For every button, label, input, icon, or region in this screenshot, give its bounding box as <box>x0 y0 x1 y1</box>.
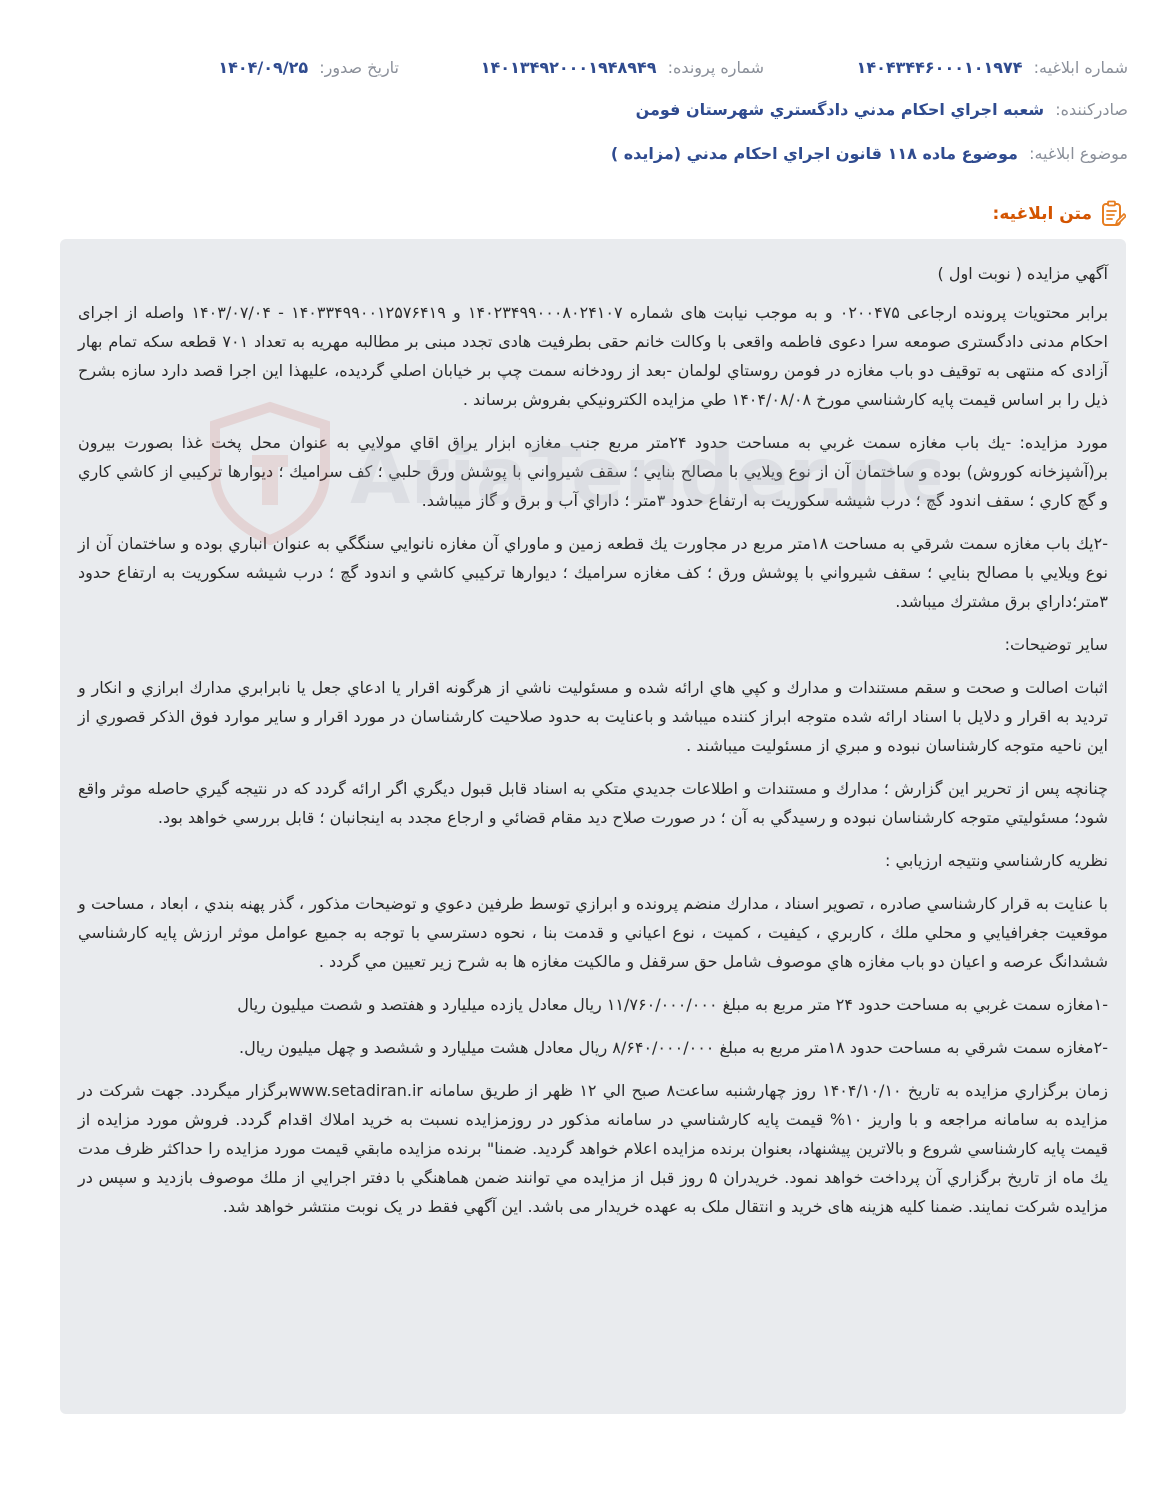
notice-paragraph: برابر محتويات پرونده ارجاعی ۰۲۰۰۴۷۵ و به موجب نيابت های شماره ۱۴۰۲۳۴۹۹۰۰۰۸۰۲۴۱۰۷ و ۱۴۰۳۳۴۹۹۰۰۱۲۵۷۶۴۱۹ - ۱۴۰۳/۰۷/۰۴ واصله از اجرای احکام مدنی دادگستری صومعه سرا دعوی فاطمه واقعی با وکالت خانم حقی بطرفیت هادی تجدد مبنی بر مطالبه مهریه به تعداد ۷۰۱ قطعه سکه تمام بهار آزادی که منتهی به توقیف دو باب مغازه در فومن روستاي لولمان -بعد از رودخانه سمت چپ بر خيابان اصلي گرديده، عليهذا اين اجرا قصد دارد سازه بشرح ذيل را بر اساس قيمت پايه كارشناسي مورخ ۱۴۰۴/۰۸/۰۸ طي مزايده الكترونيكي بفروش برساند . <box>78 303 1109 409</box>
notice-heading: آگهي مزايده ( نوبت اول ) <box>937 264 1108 283</box>
case-number-value: ۱۴۰۱۳۴۹۲۰۰۰۱۹۴۸۹۴۹ <box>480 58 657 77</box>
issue-date-label: تاریخ صدور: <box>319 58 399 77</box>
valuation-item: -۲مغازه سمت شرقي به مساحت حدود ۱۸متر مربع به مبلغ ۸/۶۴۰/۰۰۰/۰۰۰ ريال معادل هشت ميليارد و ششصد و چهل ميليون ريال. <box>239 1038 1108 1057</box>
notice-subheading: نظريه كارشناسي ونتيجه ارزيابي : <box>885 851 1108 870</box>
valuation-item: -۱مغازه سمت غربي به مساحت حدود ۲۴ متر مربع به مبلغ ۱۱/۷۶۰/۰۰۰/۰۰۰ ريال معادل يازده ميليارد و هفتصد و شصت ميليون ريال <box>237 995 1108 1014</box>
issue-date <box>218 58 399 77</box>
issue-date-value: ۱۴۰۴/۰۹/۲۵ <box>218 58 309 77</box>
notice-paragraph: زمان برگزاري مزايده به تاريخ ۱۴۰۴/۱۰/۱۰ روز چهارشنبه ساعت۸ صبح الي ۱۲ ظهر از طريق سامانه www.setadiran.irبرگزار ميگردد. جهت شركت در مزايده به سامانه مراجعه و با واريز ۱۰% قيمت پايه كارشناسي در سامانه مذكور در روزمزايده نسبت به خريد املاك اقدام گردد. فروش مورد مزايده از قيمت پايه كارشناسي شروع و بالاترين پيشنهاد، بعنوان برنده مزايده اعلام خواهد گرديد. ضمنا" برنده مزايده مابقي قيمت مورد مزايده را حداكثر ظرف مدت يك ماه از تاريخ برگزاري آن پرداخت خواهد نمود. خريدران ۵ روز قبل از مزايده مي توانند ضمن هماهنگي با دفتر اجرايي از ملك موصوف بازديد و سپس در مزايده شركت نمايند. ضمنا كليه هزينه های خريد و انتقال ملک به عهده خريدار می باشد. اين آگهي فقط در یک نوبت منتشر خواهد شد. <box>78 1081 1109 1216</box>
notice-number <box>857 58 1128 77</box>
issuer-value: شعبه اجراي احكام مدني دادگستري شهرستان فومن <box>635 100 1045 119</box>
notice-text-header <box>993 199 1126 229</box>
issuer-label: صادرکننده: <box>1055 100 1128 119</box>
notice-number-label: شماره ابلاغیه: <box>1033 58 1128 77</box>
subject <box>611 144 1128 163</box>
document-edit-icon <box>1100 200 1126 228</box>
notice-paragraph: -۲يك باب مغازه سمت شرقي به مساحت ۱۸متر مربع در مجاورت يك قطعه زمين و ماوراي آن مغازه نانوايي سنگگي به عنوان انباري بوده و ساختمان آن از نوع ويلايي با مصالح بنايي ؛ سقف شيرواني با پوشش ورق ؛ كف مغازه سراميك ؛ ديوارها تركيبي كاشي و اندود گچ ؛ درب شيشه سكوريت به ارتفاع حدود ۳متر؛داراي برق مشترك ميباشد. <box>78 534 1109 611</box>
notice-subheading: ساير توضيحات: <box>1004 635 1108 654</box>
notice-paragraph: با عنايت به قرار كارشناسي صادره ، تصوير اسناد ، مدارك منضم پرونده و ابرازي توسط طرفين دعوي و توضيحات مذكور ، گذر پهنه بندي ، ابعاد ، مساحت و موقعيت جغرافيايي و محلي ملك ، كاربري ، كيفيت ، كميت ، نوع اعياني و قدمت بنا ، نحوه دسترسي با توجه به جميع عوامل موثر ارزش پايه كارشناسي ششدانگ عرصه و اعيان دو باب مغازه هاي موصوف شامل حق سرقفل و مالكيت مغازه ها به شرح زير تعيين مي گردد . <box>78 894 1108 971</box>
issuer <box>636 100 1128 119</box>
notice-body-panel <box>60 239 1126 1414</box>
case-number-label: شماره پرونده: <box>667 58 764 77</box>
notice-paragraph: چنانچه پس از تحرير اين گزارش ؛ مدارك و مستندات و اطلاعات جديدي متكي به اسناد قابل قبول ديگري اگر ارائه گردد كه در نتيجه گيري حاصله موثر واقع شود؛ مسئوليتي متوجه كارشناسان نبوده و رسيدگي به آن ؛ در صورت صلاح ديد مقام قضائي و ارجاع مجدد به اينجانبان ؛ قابل بررسي خواهد بود. <box>78 779 1108 827</box>
meta-row <box>0 58 1174 82</box>
notice-paragraph: مورد مزايده: -يك باب مغازه سمت غربي به مساحت حدود ۲۴متر مربع جنب مغازه ابزار يراق اقاي مولايي به عنوان محل پخت غذا بصورت بيرون بر(آشپزخانه كوروش) بوده و ساختمان آن از نوع ويلايي با مصالح بنايي ؛ سقف شيرواني با پوشش ورق حلبي ؛ كف سراميك ؛ ديوارها تركيبي از كاشي كاري و گچ كاري ؛ سقف اندود گچ ؛ درب شيشه سكوريت به ارتفاع حدود ۳متر ؛ داراي آب و برق و گاز ميباشد. <box>78 433 1108 510</box>
case-number <box>481 58 764 77</box>
subject-label: موضوع ابلاغیه: <box>1029 144 1128 163</box>
notice-text-title: متن ابلاغیه: <box>992 204 1092 224</box>
notice-paragraph: اثبات اصالت و صحت و سقم مستندات و مدارك و كپي هاي ارائه شده و مسئوليت ناشي از هرگونه اقرار يا ادعاي جعل يا نابرابري مدارك ابرازي و انكار و ترديد به اقرار و دلايل با اسناد ارائه شده متوجه ابراز كننده ميباشد و باعنايت به حدود صلاحيت كارشناسان در مورد اقرار و ساير موارد فوق الذكر قصوري از اين ناحيه متوجه كارشناسان نبوده و مبري از مسئوليت ميباشند . <box>78 678 1108 755</box>
subject-value: موضوع ماده ۱۱۸ قانون اجراي احكام مدني (مزايده ) <box>610 144 1018 163</box>
watermark-text: AriaTender.ne <box>350 432 940 522</box>
notice-number-value: ۱۴۰۴۳۴۴۶۰۰۰۱۰۱۹۷۴ <box>856 58 1023 77</box>
